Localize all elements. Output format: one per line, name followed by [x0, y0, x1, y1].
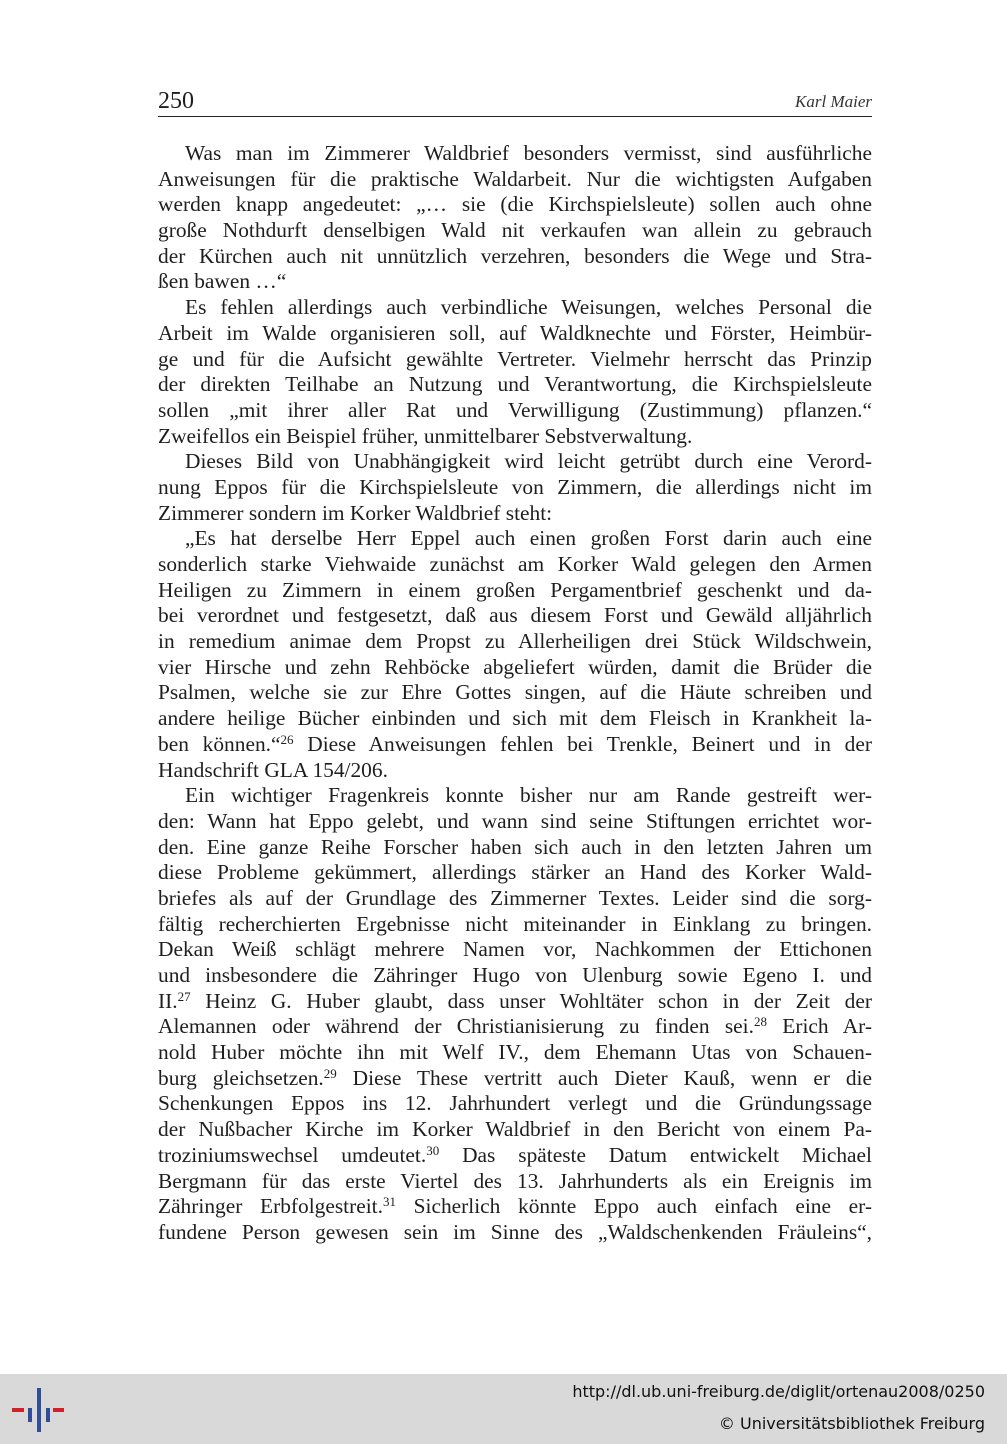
- text-segment: troziniumswechsel umdeutet.: [158, 1142, 427, 1167]
- text-line: [158, 1194, 872, 1220]
- body-text: [158, 141, 872, 1246]
- page-number: 250: [158, 88, 194, 114]
- text-segment: Alemannen oder während der Christianisierung zu finden sei.: [158, 1014, 754, 1039]
- text-line: sonderlich starke Viehwaide zunächst am Korker Wald gelegen den Armen: [158, 552, 872, 576]
- text-line: Es fehlen allerdings auch verbindliche Weisungen, welches Personal die: [185, 295, 872, 320]
- text-line: briefes als auf der Grundlage des Zimmerner Textes. Leider sind die sorg-: [158, 885, 872, 910]
- text-line: den. Eine ganze Reihe Forscher haben sich auch in den letzten Jahren um: [158, 834, 872, 859]
- text-line: Handschrift GLA 154/206.: [158, 757, 388, 782]
- footnote-ref-26: 26: [280, 731, 294, 747]
- text-line: Ein wichtiger Fragenkreis konnte bisher nur am Rande gestreift wer-: [185, 783, 872, 808]
- text-line: nold Huber möchte ihn mit Welf IV., dem Ehemann Utas von Schauen-: [158, 1040, 872, 1065]
- footer-url-link[interactable]: http://dl.ub.uni-freiburg.de/diglit/ortenau2008/0250: [572, 1382, 985, 1401]
- footnote-ref-30: 30: [426, 1142, 440, 1158]
- text-line: [158, 1066, 872, 1092]
- text-line: ge und für die Aufsicht gewählte Vertreter. Vielmehr herrscht das Prinzip: [158, 346, 872, 371]
- text-line: werden knapp angedeutet: „… sie (die Kirchspielsleute) sollen auch ohne: [158, 192, 872, 217]
- text-line: „Es hat derselbe Herr Eppel auch einen großen Forst darin auch eine: [185, 526, 872, 551]
- footnote-ref-31: 31: [382, 1194, 396, 1210]
- text-line: Arbeit im Walde organisieren soll, auf Waldknechte und Förster, Heimbür-: [158, 320, 872, 345]
- footer-bar: [0, 1374, 1007, 1444]
- text-line: [158, 1143, 872, 1169]
- text-line: in remedium animae dem Propst zu Allerheiligen drei Stück Wildschwein,: [158, 629, 872, 654]
- text-line: fundene Person gewesen sein im Sinne des „Waldschenkenden Fräuleins“,: [158, 1219, 872, 1244]
- text-line: Schenkungen Eppos ins 12. Jahrhundert verlegt und die Gründungssage: [158, 1091, 872, 1116]
- text-segment: II.: [158, 988, 178, 1013]
- text-line: den: Wann hat Eppo gelebt, und wann sind seine Stiftungen errichtet wor-: [158, 808, 872, 833]
- text-line: sollen „mit ihrer aller Rat und Verwilligung (Zustimmung) pflanzen.“: [158, 397, 872, 422]
- library-logo-icon: [12, 1386, 64, 1434]
- text-segment: Sicherlich könnte Eppo auch einfach eine er-: [395, 1194, 872, 1219]
- text-line: Dekan Weiß schlägt mehrere Namen vor, Nachkommen der Ettichonen: [158, 937, 872, 962]
- text-line: der Kürchen auch nit unnützlich verzehren, besonders die Wege und Stra-: [158, 243, 872, 268]
- footnote-ref-28: 28: [753, 1014, 767, 1030]
- text-line: [158, 732, 872, 758]
- text-segment: Diese These vertritt auch Dieter Kauß, wenn er die: [336, 1065, 872, 1090]
- text-segment: Das späteste Datum entwickelt Michael: [439, 1142, 872, 1167]
- text-line: bei verordnet und festgesetzt, daß aus diesem Forst und Gewäld alljährlich: [158, 603, 872, 628]
- text-line: der direkten Teilhabe an Nutzung und Verantwortung, die Kirchspielsleute: [158, 372, 872, 397]
- running-header: [158, 86, 872, 117]
- text-line: vier Hirsche und zehn Rehböcke abgeliefert würden, damit die Brüder die: [158, 654, 872, 679]
- text-line: Zweifellos ein Beispiel früher, unmittelbarer Sebstverwaltung.: [158, 423, 693, 448]
- text-line: Anweisungen für die praktische Waldarbeit. Nur die wichtigsten Aufgaben: [158, 166, 872, 191]
- text-line: [158, 989, 872, 1015]
- text-line: Heiligen zu Zimmern in einem großen Pergamentbrief geschenkt und da-: [158, 577, 872, 602]
- text-segment: Diese Anweisungen fehlen bei Trenkle, Beinert und in der: [293, 731, 872, 756]
- text-line: nung Eppos für die Kirchspielsleute von Zimmern, die allerdings nicht im: [158, 474, 872, 499]
- text-line: Zimmerer sondern im Korker Waldbrief steht:: [158, 500, 553, 525]
- text-line: Bergmann für das erste Viertel des 13. Jahrhunderts als ein Ereignis im: [158, 1168, 872, 1193]
- footnote-ref-27: 27: [177, 988, 191, 1004]
- text-line: fältig recherchierten Ergebnisse nicht miteinander in Einklang zu bringen.: [158, 911, 872, 936]
- text-line: ßen bawen …“: [158, 269, 287, 294]
- text-line: Was man im Zimmerer Waldbrief besonders vermisst, sind ausführliche: [185, 141, 872, 165]
- text-line: Psalmen, welche sie zur Ehre Gottes singen, auf die Häute schreiben und: [158, 680, 872, 705]
- text-line: große Nothdurft denselbigen Wald nit verkaufen wan allein zu gebrauch: [158, 218, 872, 243]
- text-line: der Nußbacher Kirche im Korker Waldbrief in den Bericht von einem Pa-: [158, 1117, 872, 1142]
- text-segment: Zähringer Erbfolgestreit.: [158, 1194, 383, 1219]
- text-segment: Heinz G. Huber glaubt, dass unser Wohltäter schon in der Zeit der: [190, 988, 872, 1013]
- running-author: Karl Maier: [795, 92, 872, 111]
- text-line: Dieses Bild von Unabhängigkeit wird leicht getrübt durch eine Verord-: [185, 449, 872, 474]
- text-line: und insbesondere die Zähringer Hugo von Ulenburg sowie Egeno I. und: [158, 963, 872, 987]
- text-segment: ben können.“: [158, 731, 281, 756]
- footnote-ref-29: 29: [323, 1065, 337, 1081]
- text-line: andere heilige Bücher einbinden und sich mit dem Fleisch in Krankheit la-: [158, 706, 872, 731]
- text-line: [158, 1014, 872, 1040]
- text-line: diese Probleme gekümmert, allerdings stärker an Hand des Korker Wald-: [158, 860, 872, 885]
- text-segment: Erich Ar-: [766, 1014, 872, 1039]
- footer-copyright: © Universitätsbibliothek Freiburg: [718, 1414, 985, 1433]
- text-segment: burg gleichsetzen.: [158, 1065, 324, 1090]
